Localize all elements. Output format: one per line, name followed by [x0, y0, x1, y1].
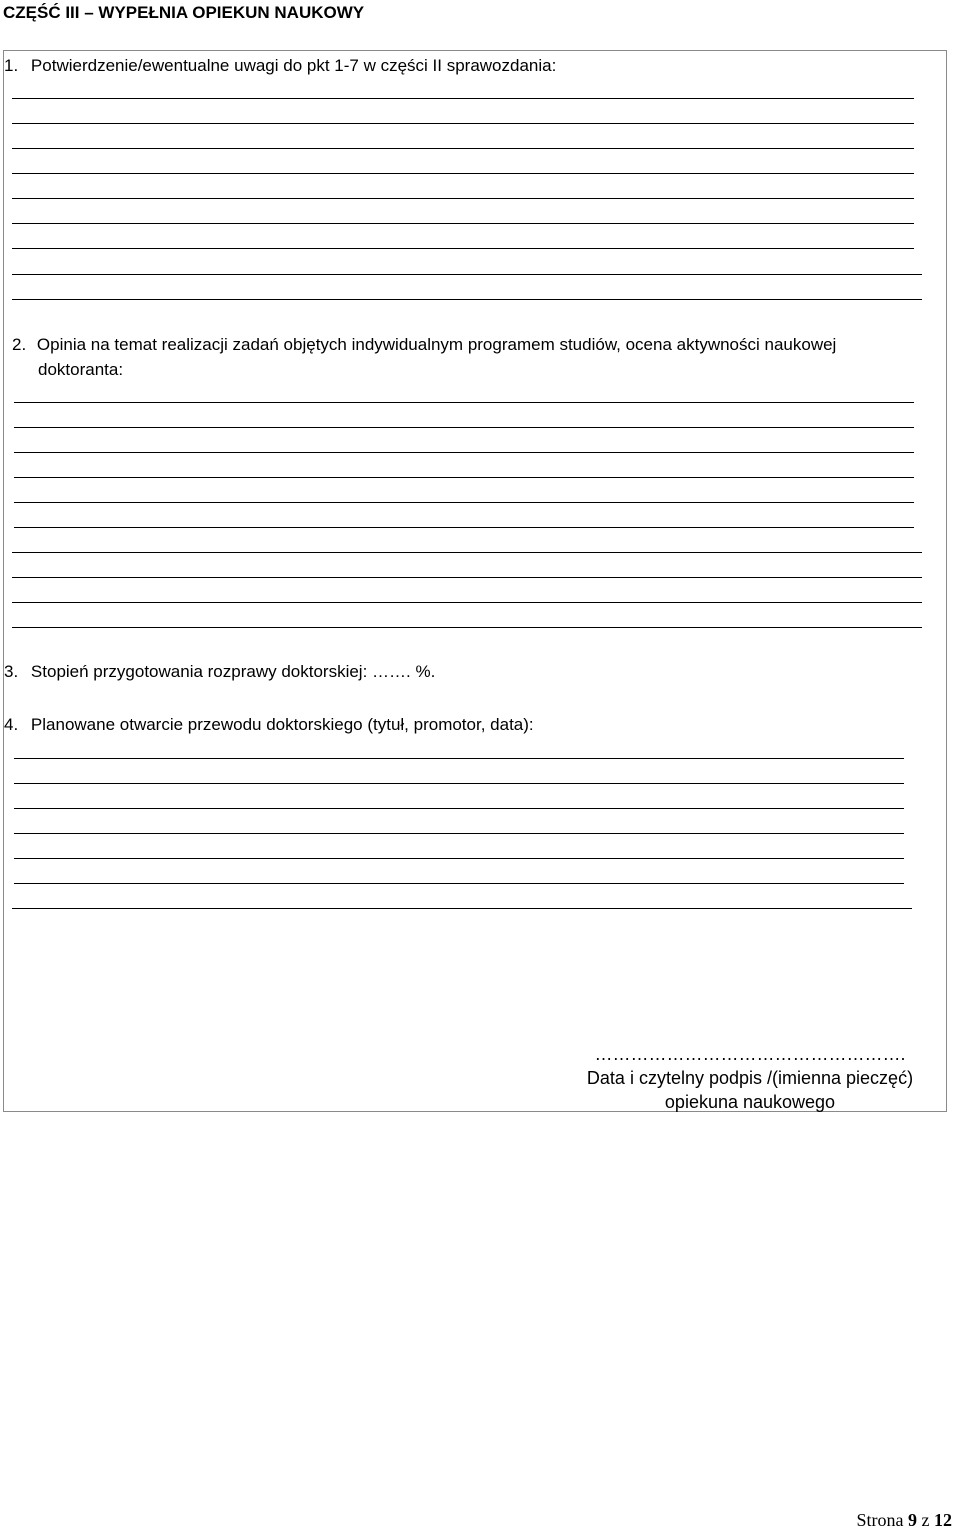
answer-line[interactable]	[14, 808, 904, 809]
answer-line[interactable]	[14, 883, 904, 884]
answer-line[interactable]	[12, 123, 914, 124]
question-4	[4, 715, 534, 735]
question-text: Stopień przygotowania rozprawy doktorskiej: ……. %.	[30, 662, 436, 681]
answer-line[interactable]	[12, 299, 922, 300]
answer-line[interactable]	[12, 602, 922, 603]
answer-line[interactable]	[12, 198, 914, 199]
signature-dots[interactable]: …………………………………………….	[594, 1044, 906, 1064]
footer-current-page: 9	[908, 1510, 917, 1530]
signature-caption-1: Data i czytelny podpis /(imienna pieczęć)	[586, 1068, 914, 1088]
question-number: 1.	[4, 56, 19, 75]
answer-line[interactable]	[12, 223, 914, 224]
signature-caption-2: opiekuna naukowego	[664, 1092, 836, 1112]
supervisor-form-frame	[3, 50, 947, 1112]
answer-line[interactable]	[14, 477, 914, 478]
answer-line[interactable]	[12, 98, 914, 99]
answer-line[interactable]	[12, 577, 922, 578]
answer-line[interactable]	[14, 758, 904, 759]
question-text: Planowane otwarcie przewodu doktorskiego (tytuł, promotor, data):	[30, 715, 534, 734]
question-2	[12, 335, 836, 355]
answer-line[interactable]	[14, 833, 904, 834]
question-2-continuation: doktoranta:	[38, 360, 124, 379]
answer-line[interactable]	[14, 858, 904, 859]
answer-line[interactable]	[12, 148, 914, 149]
answer-line[interactable]	[12, 908, 912, 909]
answer-line[interactable]	[14, 452, 914, 453]
page-number-footer	[857, 1510, 953, 1531]
answer-line[interactable]	[14, 402, 914, 403]
part-title: CZĘŚĆ III – WYPEŁNIA OPIEKUN NAUKOWY	[3, 3, 365, 22]
footer-word-of: z	[921, 1510, 930, 1530]
answer-line[interactable]	[14, 527, 914, 528]
question-number: 2.	[12, 335, 27, 354]
question-text: Opinia na temat realizacji zadań objętych indywidualnym programem studiów, ocena aktywności naukowej	[36, 335, 837, 354]
question-number: 3.	[4, 662, 19, 681]
answer-line[interactable]	[12, 274, 922, 275]
answer-line[interactable]	[14, 502, 914, 503]
answer-line[interactable]	[14, 427, 914, 428]
question-1	[4, 56, 556, 76]
answer-line[interactable]	[12, 627, 922, 628]
question-number: 4.	[4, 715, 19, 734]
answer-line[interactable]	[12, 552, 922, 553]
answer-line[interactable]	[14, 783, 904, 784]
answer-line[interactable]	[12, 173, 914, 174]
question-text: Potwierdzenie/ewentualne uwagi do pkt 1-7 w części II sprawozdania:	[30, 56, 557, 75]
footer-total-pages: 12	[934, 1510, 952, 1530]
footer-word-page: Strona	[856, 1510, 904, 1530]
answer-line[interactable]	[12, 248, 914, 249]
question-3	[4, 662, 435, 682]
